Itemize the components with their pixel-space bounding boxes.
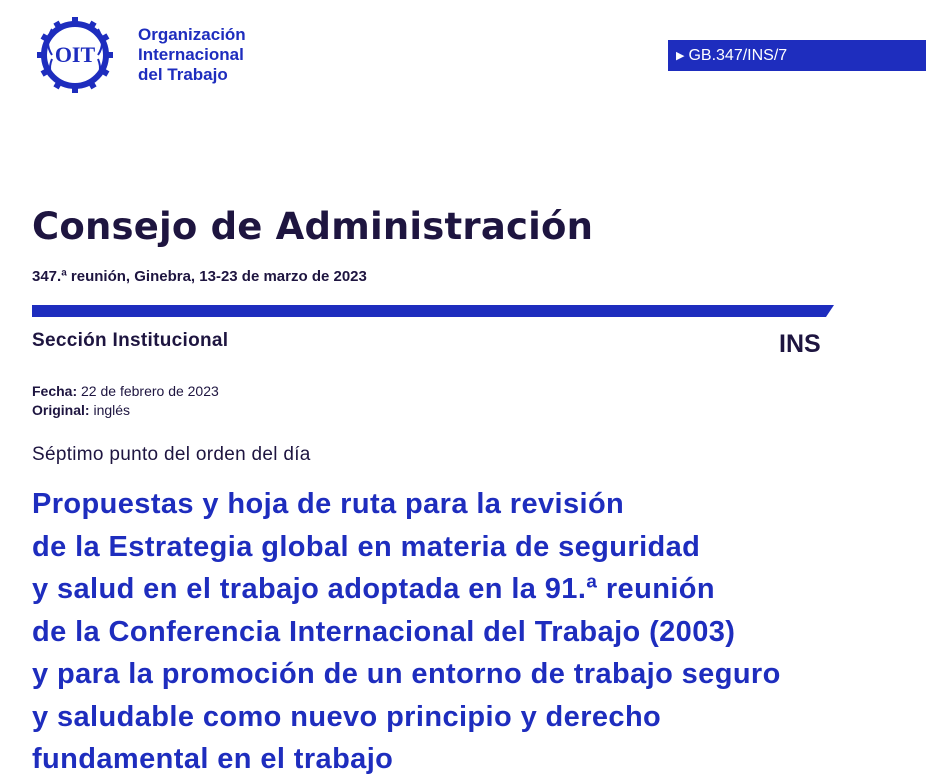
section-label: Sección Institucional xyxy=(32,330,229,351)
document-title-line: y salud en el trabajo adoptada en la 91.ª reunión xyxy=(32,573,716,605)
section-code: INS xyxy=(779,330,821,358)
original-value: inglés xyxy=(93,402,131,418)
document-title xyxy=(32,483,912,781)
document-title-line: de la Estrategia global en materia de seguridad xyxy=(32,530,701,563)
date-label: Fecha: xyxy=(32,383,78,399)
original-label: Original: xyxy=(32,402,90,418)
org-name-line: del Trabajo xyxy=(138,65,228,84)
organization-name xyxy=(138,25,246,85)
document-title-line: de la Conferencia Internacional del Trabajo (2003) xyxy=(32,615,736,648)
document-title-line: Propuestas y hoja de ruta para la revisión xyxy=(32,488,625,520)
document-title-line: y para la promoción de un entorno de trabajo seguro xyxy=(32,658,781,690)
ilo-gear-icon xyxy=(30,15,120,95)
agenda-item: Séptimo punto del orden del día xyxy=(32,444,311,465)
header-divider xyxy=(32,305,834,317)
date-value: 22 de febrero de 2023 xyxy=(81,383,219,399)
original-row xyxy=(32,401,219,420)
document-reference: GB.347/INS/7 xyxy=(688,47,788,64)
document-reference-badge xyxy=(668,40,926,71)
org-name-line: Organización xyxy=(138,25,246,44)
ilo-logo xyxy=(30,15,120,95)
logo-text: OIT xyxy=(54,42,96,67)
session-info: 347.ª reunión, Ginebra, 13-23 de marzo de 2023 xyxy=(32,268,367,285)
document-meta xyxy=(32,382,219,420)
org-name-line: Internacional xyxy=(138,45,244,64)
document-title-line: fundamental en el trabajo xyxy=(32,743,394,775)
date-row xyxy=(32,382,219,401)
document-title-line: y saludable como nuevo principio y derecho xyxy=(32,700,662,733)
governing-body-title: Consejo de Administración xyxy=(32,205,594,248)
triangle-right-icon: ▶ xyxy=(676,50,685,62)
